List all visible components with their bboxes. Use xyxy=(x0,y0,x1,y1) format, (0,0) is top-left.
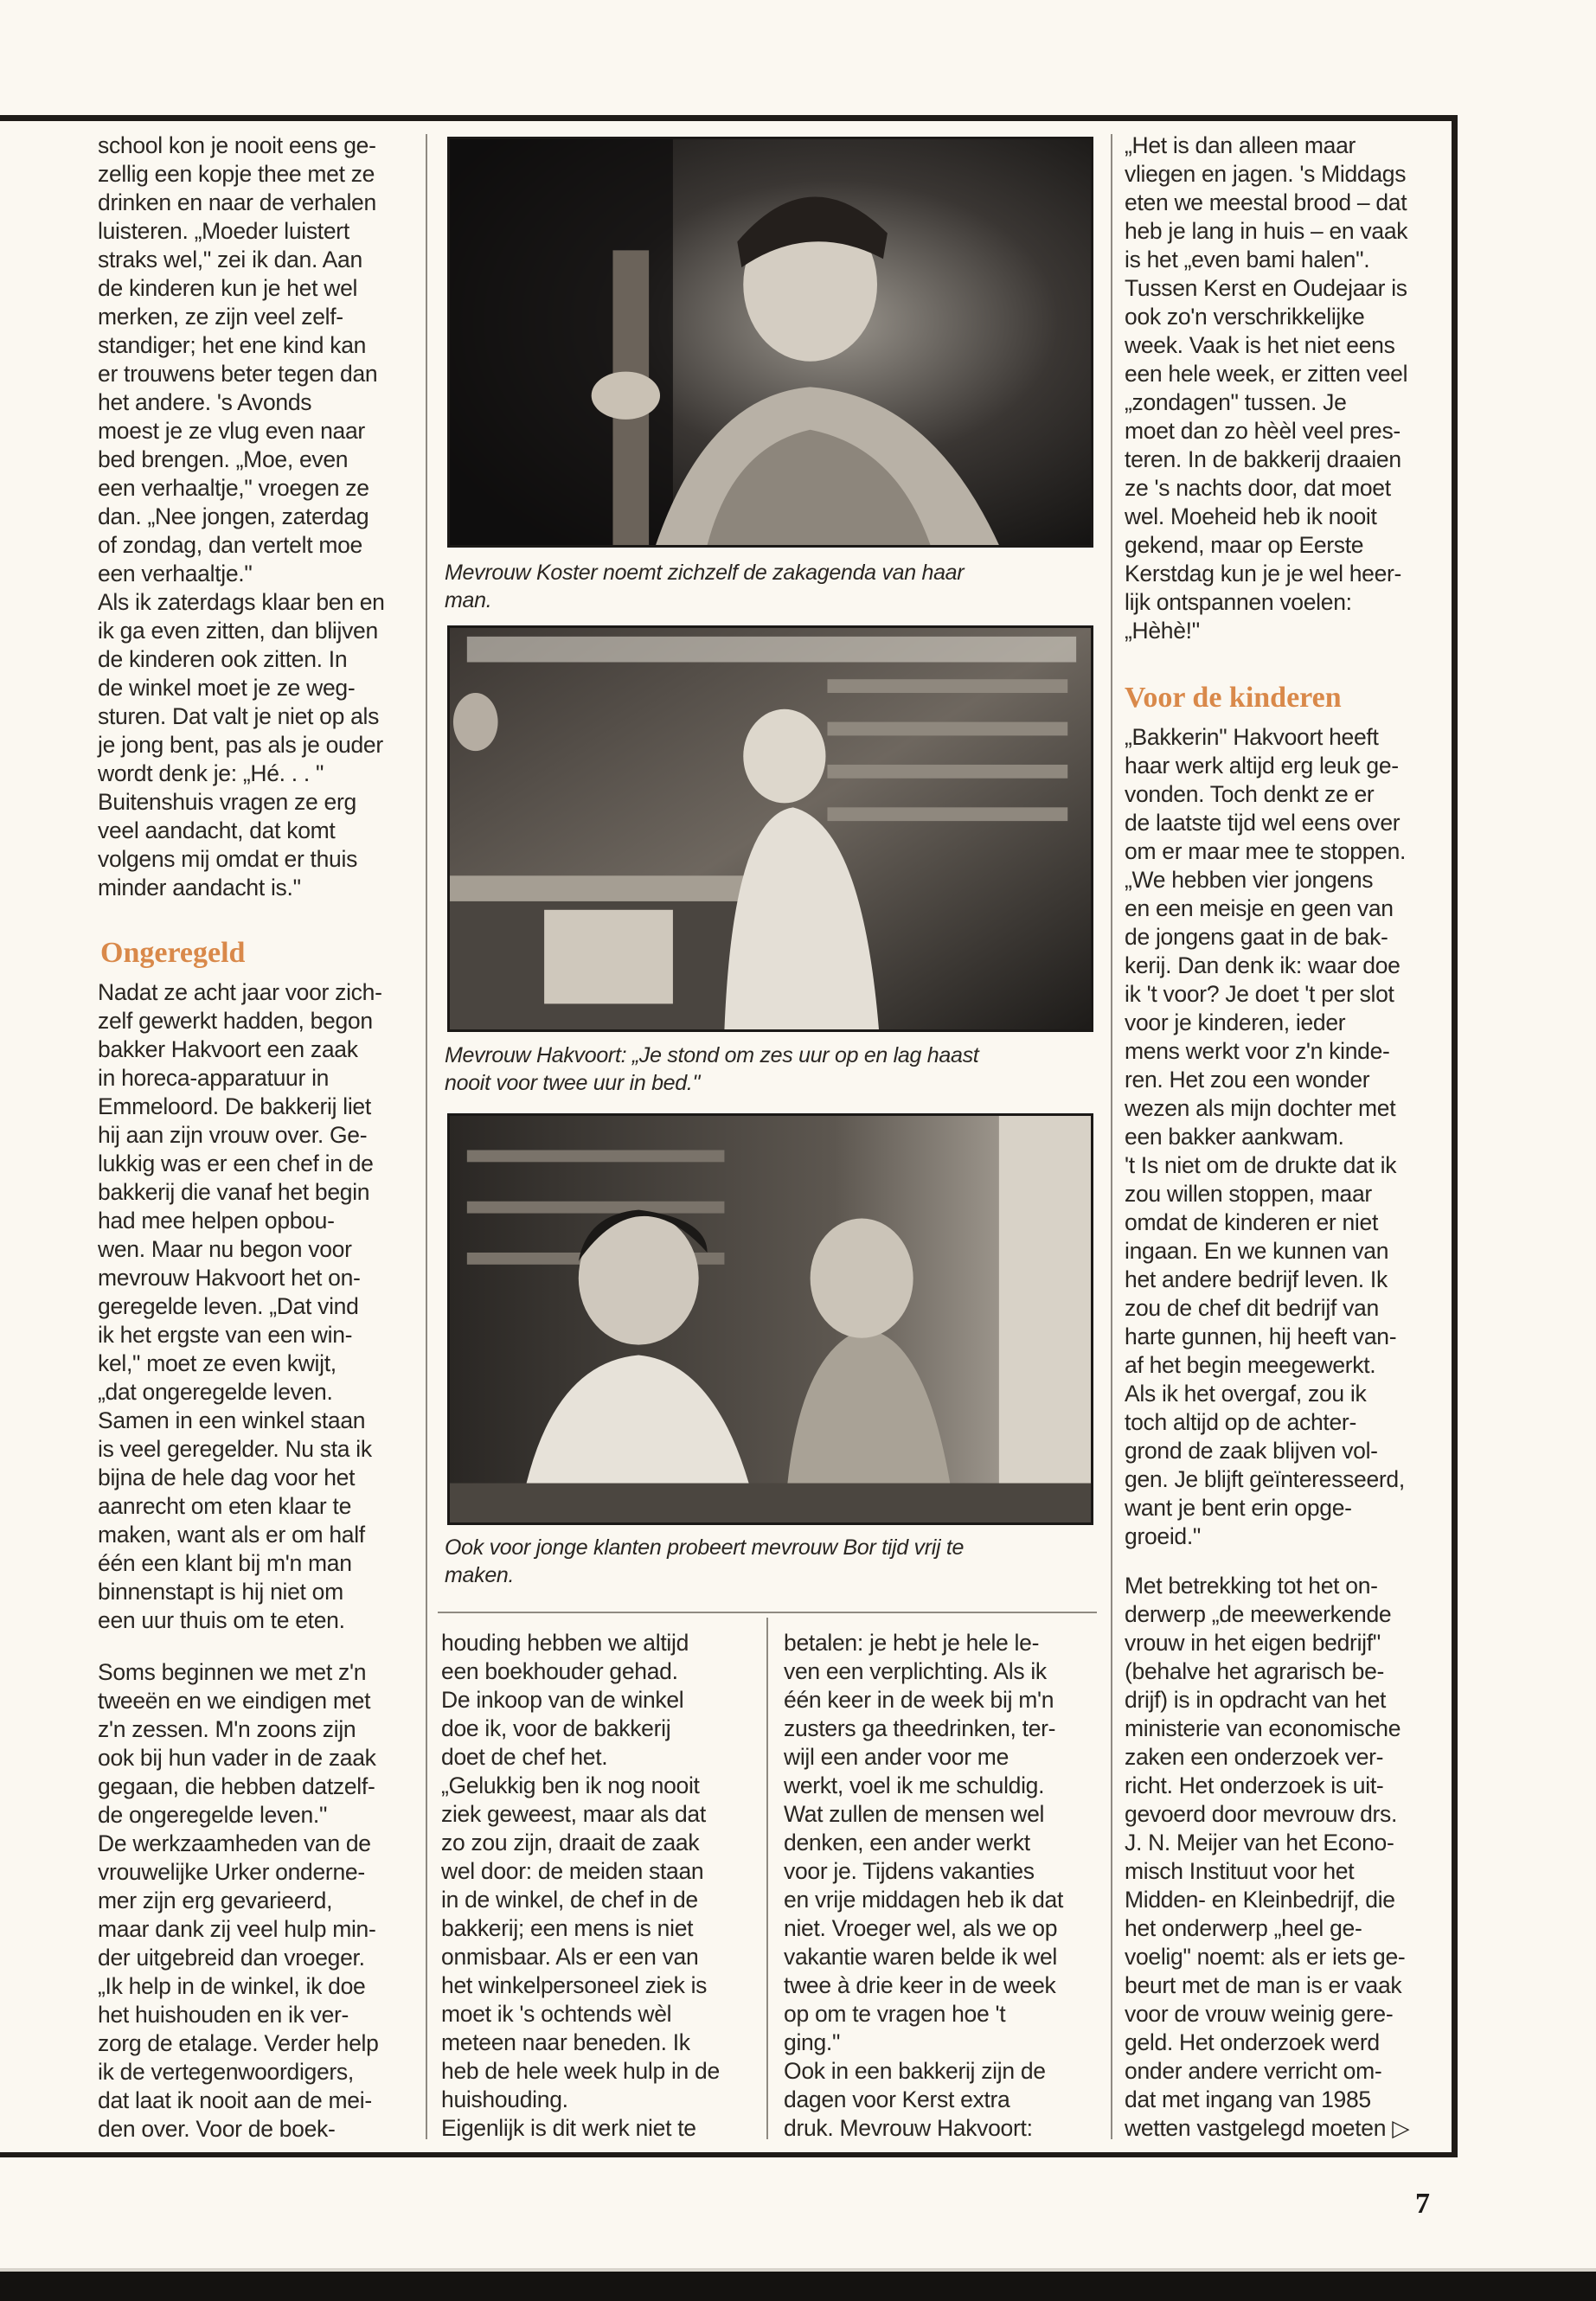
photo-mevrouw-hakvoort-shop xyxy=(447,625,1093,1032)
heading-ongeregeld: Ongeregeld xyxy=(100,937,246,969)
right-column-mid-text: „Bakkerin" Hakvoort heeft haar werk altijd erg leuk ge- vonden. Toch denkt ze er de laatste tijd wel eens over om er maar mee te stoppen. „We hebben vier jongens en een meisje en geen van de jongens gaat in de bak- kerij. Dan denk ik: waar doe ik 't voor? Je doet 't per slot voor je kinderen, ieder mens werkt voor z'n kinde- ren. Het zou een wonder wezen als mijn dochter met een bakker aankwam. 't Is niet om de drukte dat ik zou willen stoppen, maar omdat de kinderen er niet ingaan. En we kunnen van het andere bedrijf leven. Ik zou de chef dit bedrijf van harte gunnen, hij heeft van- af het begin meegewerkt. Als ik het overgaf, zou ik toch altijd op de achter- grond de zaak blijven vol- gen. Je blijft geïnteresseerd, want je bent erin opge- groeid." xyxy=(1125,724,1407,1549)
frame-bottom-rule xyxy=(0,2152,1458,2157)
page-number: 7 xyxy=(1415,2188,1430,2220)
column-rule-middle xyxy=(766,1618,768,2139)
right-column-bottom-text: Met betrekking tot het on- derwerp „de meewerkende vrouw in het eigen bedrijf" (behalve het agrarisch be- drijf) is in opdracht van het ministerie van economische zaken een onderzoek ver- richt. Het onderzoek is uit- gevoerd door mevrouw drs. J. N. Meijer van het Econo- misch Instituut voor het Midden- en Kleinbedrijf, die het onderwerp „heel ge- voelig" noemt: als er iets ge- beurt met de man is er vaak voor de vrouw weinig gere- geld. Het onderzoek werd onder andere verricht om- dat met ingang van 1985 wetten vastgelegd moeten ▷ xyxy=(1125,1573,1410,2141)
column-rule-right xyxy=(1111,134,1112,2139)
frame-right-rule xyxy=(1452,115,1458,2157)
photo-mevrouw-koster xyxy=(447,137,1093,548)
heading-voor-de-kinderen: Voor de kinderen xyxy=(1125,682,1342,714)
column-rule-left xyxy=(426,134,427,2139)
middle-column-b-text: betalen: je hebt je hele le- ven een verplichting. Als ik één keer in de week bij m'n zusters ga theedrinken, ter- wijl een ander voor me werkt, voel ik me schuldig. Wat zullen de mensen wel denken, een ander werkt voor je. Tijdens vakanties en vrije middagen heb ik dat niet. Vroeger wel, als we op vakantie waren belde ik wel twee à drie keer in de week op om te vragen hoe 't ging." Ook in een bakkerij zijn de dagen voor Kerst extra druk. Mevrouw Hakvoort: xyxy=(784,1630,1064,2141)
left-column-bottom-text: Soms beginnen we met z'n tweeën en we eindigen met z'n zessen. M'n zoons zijn ook bij hun vader in de zaak gegaan, die hebben datzelf- de ongeregelde leven." De werkzaamheden van de vrouwelijke Urker onderne- mer zijn erg gevarieerd, maar dank zij veel hulp min- der uitgebreid dan vroeger. „Ik help in de winkel, ik doe het huishouden en ik ver- zorg de etalage. Verder help ik de vertegenwoordigers, dat laat ik nooit aan de mei- den over. Voor de boek- xyxy=(98,1659,379,2142)
frame-top-rule xyxy=(0,115,1458,121)
right-column-top-text: „Het is dan alleen maar vliegen en jagen. 's Middags eten we meestal brood – dat heb je lang in huis – en vaak is het „even bami halen". Tussen Kerst en Oudejaar is ook zo'n verschrikkelijke week. Vaak is het niet eens een hele week, er zitten veel „zondagen" tussen. Je moet dan zo hèèl veel pres- teren. In de bakkerij draaien ze 's nachts door, dat moet wel. Moeheid heb ik nooit gekend, maar op Eerste Kerstdag kun je je wel heer- lijk ontspannen voelen: „Hèhè!" xyxy=(1125,132,1408,644)
photo-mevrouw-bor-child xyxy=(447,1113,1093,1525)
middle-column-a-text: houding hebben we altijd een boekhouder gehad. De inkoop van de winkel doe ik, voor de bakkerij doet de chef het. „Gelukkig ben ik nog nooit ziek geweest, maar als dat zo zou zijn, draait de zaak wel door: de meiden staan in de winkel, de chef in de bakkerij; een mens is niet onmisbaar. Als er een van het winkelpersoneel ziek is moet ik 's ochtends wèl meteen naar beneden. Ik heb de hele week hulp in de huishouding. Eigenlijk is dit werk niet te xyxy=(441,1630,720,2141)
left-column-mid-text: Nadat ze acht jaar voor zich- zelf gewerkt hadden, begon bakker Hakvoort een zaak in horeca-apparatuur in Emmeloord. De bakkerij liet hij aan zijn vrouw over. Ge- lukkig was er een chef in de bakkerij die vanaf het begin had mee helpen opbou- wen. Maar nu begon voor mevrouw Hakvoort het on- geregelde leven. „Dat vind ik het ergste van een win- kel," moet ze even kwijt, „dat ongeregelde leven. Samen in een winkel staan is veel geregelder. Nu sta ik bijna de hele dag voor het aanrecht om eten klaar te maken, want als er om half één een klant bij m'n man binnenstapt is hij niet om een uur thuis om te eten. xyxy=(98,979,382,1633)
bottom-dark-band xyxy=(0,2268,1596,2301)
photo-block-bottom-rule xyxy=(438,1612,1097,1613)
left-column-top-text: school kon je nooit eens ge- zellig een kopje thee met ze drinken en naar de verhalen luisteren. „Moeder luistert straks wel," zei ik dan. Aan de kinderen kun je het wel merken, ze zijn veel zelf- standiger; het ene kind kan er trouwens beter tegen dan het andere. 's Avonds moest je ze vlug even naar bed brengen. „Moe, even een verhaaltje," vroegen ze dan. „Nee jongen, zaterdag of zondag, dan vertelt moe een verhaaltje." Als ik zaterdags klaar ben en ik ga even zitten, dan blijven de kinderen ook zitten. In de winkel moet je ze weg- sturen. Dat valt je niet op als je jong bent, pas als je ouder wordt denk je: „Hé. . . " Buitenshuis vragen ze erg veel aandacht, dat komt volgens mij omdat er thuis minder aandacht is." xyxy=(98,132,385,901)
caption-photo1: Mevrouw Koster noemt zichzelf de zakagenda van haar man. xyxy=(445,561,965,612)
caption-photo3: Ook voor jonge klanten probeert mevrouw Bor tijd vrij te maken. xyxy=(445,1535,965,1587)
caption-photo2: Mevrouw Hakvoort: „Je stond om zes uur op en lag haast nooit voor twee uur in bed." xyxy=(445,1043,979,1095)
